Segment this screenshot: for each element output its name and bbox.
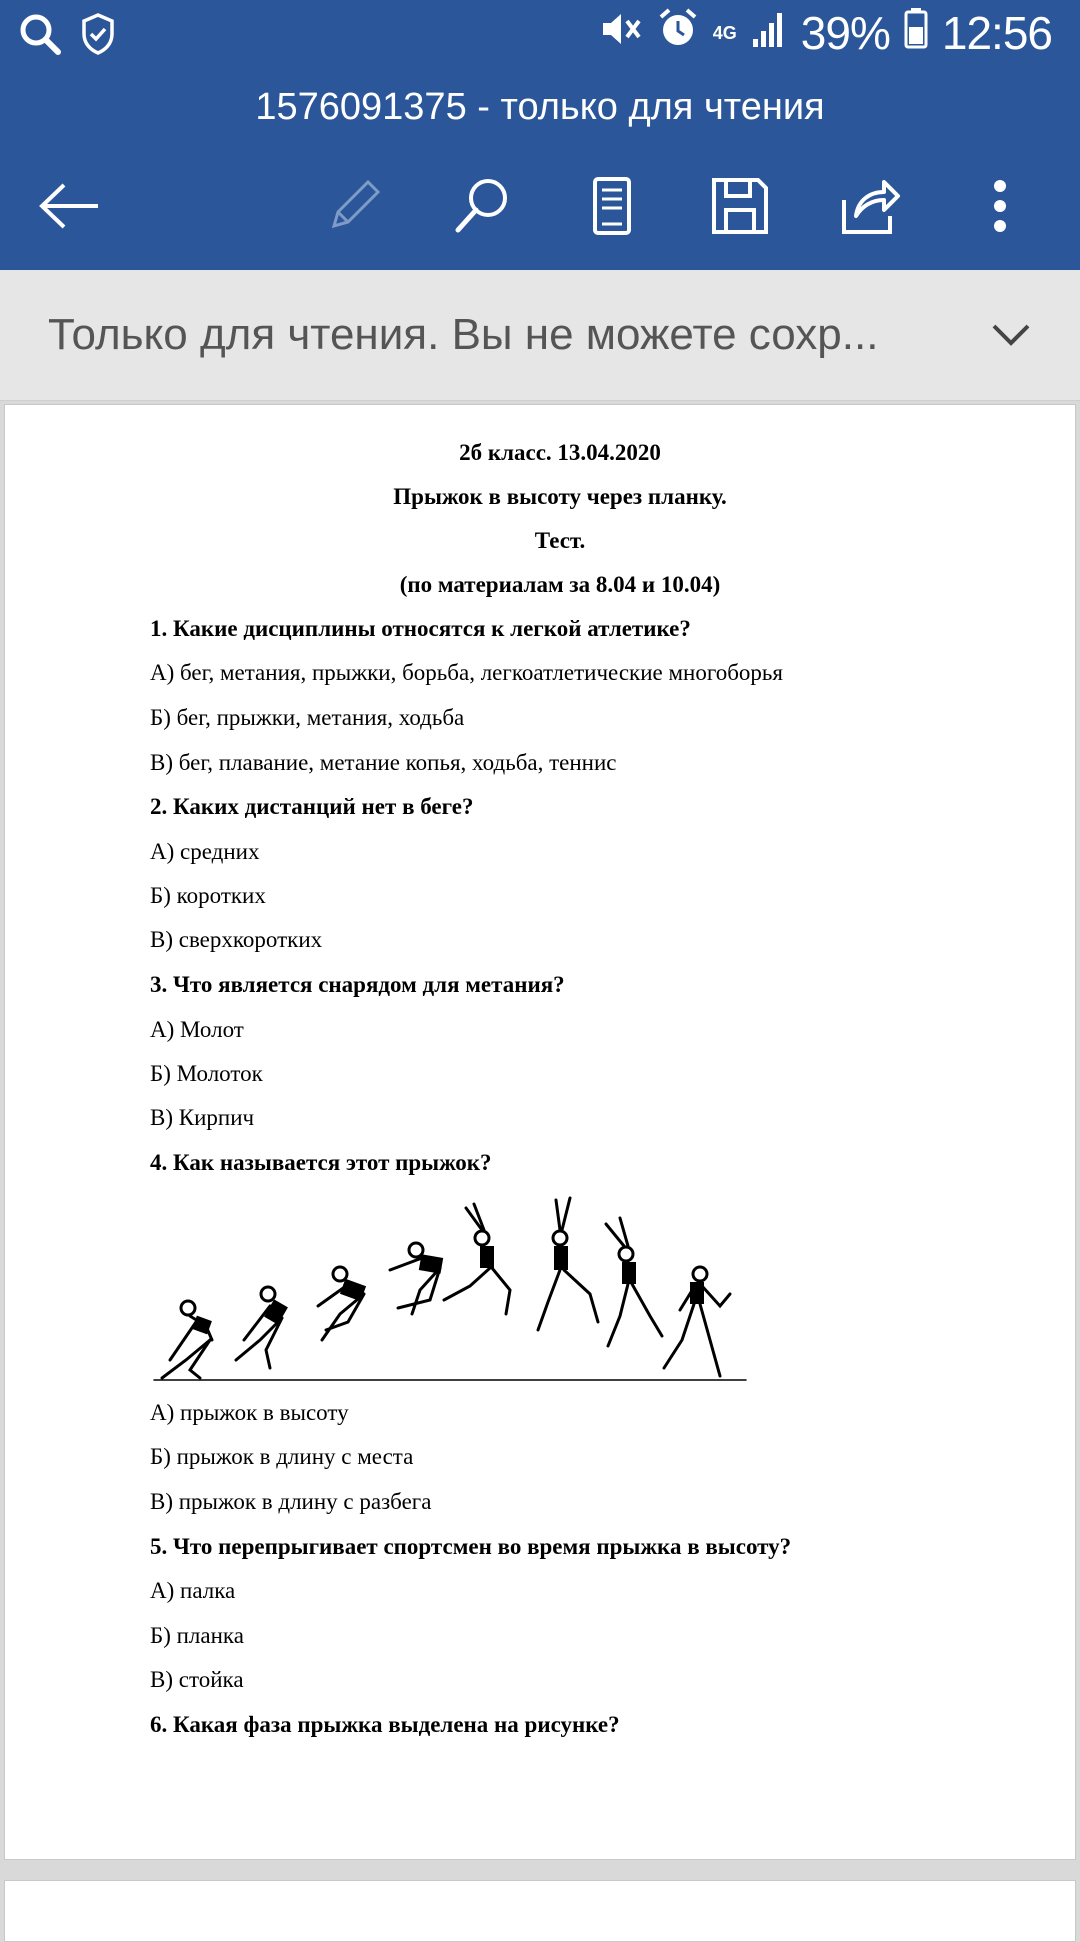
battery-percent: 39% [800,7,890,59]
banner-text: Только для чтения. Вы не можете сохр... [48,310,879,359]
alarm-icon [657,6,699,60]
answer-5a: А) палка [150,1578,236,1603]
edit-button[interactable] [318,170,390,242]
clock: 12:56 [941,7,1052,59]
read-only-banner[interactable] [0,270,1080,401]
more-icon [990,176,1010,236]
network-type: 4G [712,23,737,43]
share-icon [838,176,902,236]
answer-5b: Б) планка [150,1623,244,1648]
more-button[interactable] [964,170,1036,242]
answer-1c: В) бег, плавание, метание копья, ходьба, теннис [150,750,617,775]
save-button[interactable] [704,170,776,242]
chevron-down-icon[interactable] [986,310,1036,360]
search-icon [18,12,62,61]
signal-icon [751,6,787,60]
question-3: 3. Что является снарядом для метания? [150,972,565,997]
answer-4c: В) прыжок в длину с разбега [150,1489,432,1514]
answer-2a: А) средних [150,839,260,864]
doc-heading-class-date: 2б класс. 13.04.2020 [459,440,661,465]
answer-1a: А) бег, метания, прыжки, борьба, легкоатлетические многоборья [150,660,783,685]
question-2: 2. Каких дистанций нет в беге? [150,794,474,819]
doc-heading-test: Тест. [534,528,586,553]
mute-icon [599,6,643,60]
save-icon [710,176,770,236]
answer-4b: Б) прыжок в длину с места [150,1444,414,1469]
toolbar [0,142,1080,270]
answer-2c: В) сверхкоротких [150,927,323,952]
question-1: 1. Какие дисциплины относятся к легкой атлетике? [150,616,691,641]
mobile-view-icon [590,176,634,236]
answer-3c: В) Кирпич [150,1105,255,1130]
answer-5c: В) стойка [150,1667,244,1692]
answer-4a: А) прыжок в высоту [150,1400,349,1425]
back-arrow-icon [38,181,102,231]
doc-heading-topic: Прыжок в высоту через планку. [393,484,727,509]
search-button[interactable] [446,170,518,242]
document-title: 1576091375 - только для чтения [0,72,1080,142]
mobile-view-button[interactable] [576,170,648,242]
search-icon [452,176,512,236]
long-jump-sequence-figure [150,1190,750,1390]
status-bar [0,0,1080,72]
back-button[interactable] [34,170,106,242]
question-6: 6. Какая фаза прыжка выделена на рисунке? [150,1712,620,1737]
answer-3b: Б) Молоток [150,1061,263,1086]
answer-2b: Б) коротких [150,883,266,908]
edit-pencil-icon [324,176,384,236]
answer-3a: А) Молот [150,1017,244,1042]
next-document-page [4,1880,1076,1942]
doc-heading-materials: (по материалам за 8.04 и 10.04) [399,572,721,597]
answer-1b: Б) бег, прыжки, метания, ходьба [150,705,465,730]
question-5: 5. Что перепрыгивает спортсмен во время прыжка в высоту? [150,1534,792,1559]
share-button[interactable] [834,170,906,242]
question-4: 4. Как называется этот прыжок? [150,1150,492,1175]
shield-icon [80,12,116,61]
battery-icon [904,6,928,60]
